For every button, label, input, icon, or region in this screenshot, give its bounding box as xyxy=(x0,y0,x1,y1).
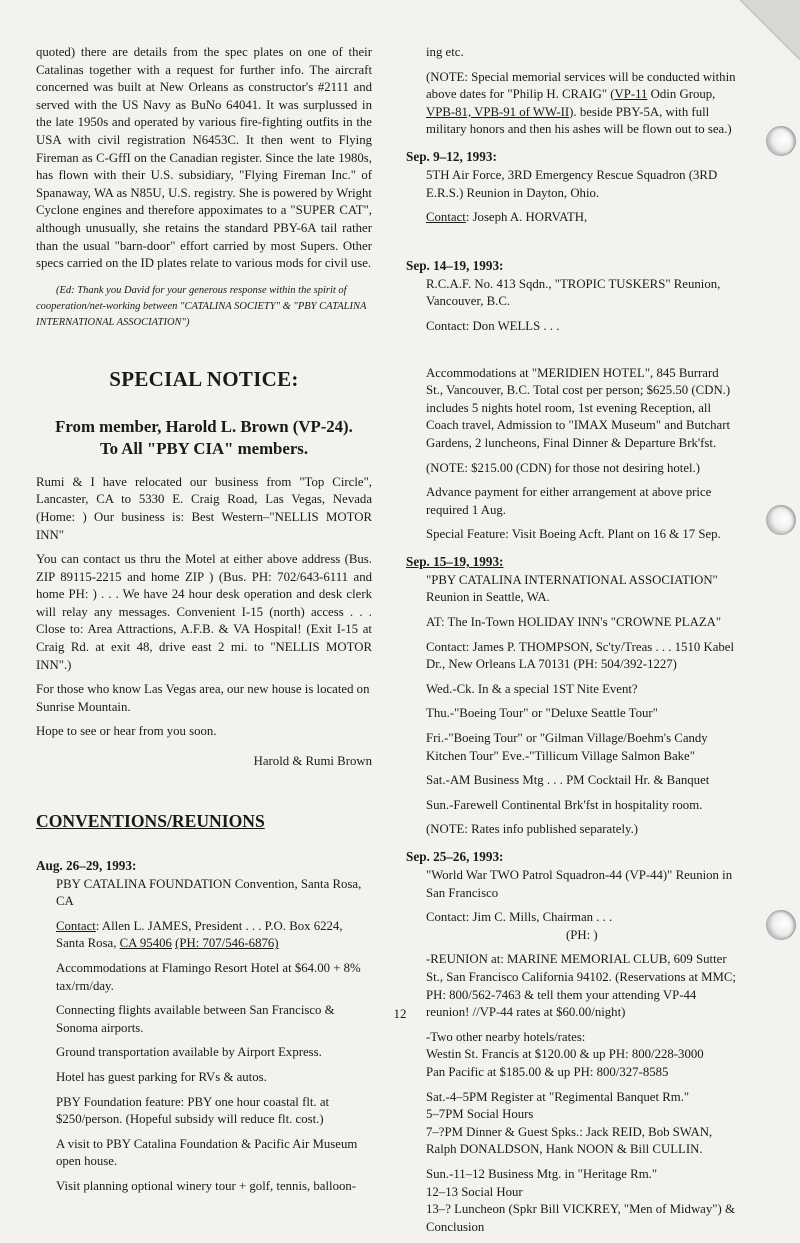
hope-paragraph: Hope to see or hear from you soon. xyxy=(36,724,217,739)
event-line: Sun.-Farewell Continental Brk'fst in hospitality room. xyxy=(426,797,703,812)
spacer xyxy=(426,343,736,365)
contact-label: Contact xyxy=(426,210,466,225)
schedule-line: Sat.-4–5PM Register at "Regimental Banquet Rm." xyxy=(426,1089,690,1104)
event-line: "World War TWO Patrol Squadron-44 (VP-44)" Reunion in San Francisco xyxy=(426,868,733,900)
event-line: Accommodations at "MERIDIEN HOTEL", 845 Burrard St., Vancouver, B.C. Total cost per person; $625.50 (CDN.) includes 5 nights hotel room, 1st evening Reception, all Coach travel, Admission to "IMAX Museum" and Butchart Gardens, 2 luncheons, Final Dinner & Departure Brk'fst. xyxy=(426,365,731,450)
contact-text: : Allen L. JAMES, President . . . P.O. Box 6224, Santa Rosa, xyxy=(56,918,343,951)
section-title: CONVENTIONS/REUNIONS xyxy=(36,810,265,831)
contact-label: Contact xyxy=(56,918,96,933)
event-line: 5TH Air Force, 3RD Emergency Rescue Squadron (3RD E.R.S.) Reunion in Dayton, Ohio. xyxy=(426,167,718,200)
punch-hole xyxy=(766,505,796,535)
event-details xyxy=(406,167,736,227)
contact-paragraph: You can contact us thru the Motel at either above address (Bus. ZIP 89115-2215 and home ZIP ) (Bus. PH: 702/643-6111 and home PH: ) . . . We have 24 hour desk operation and desk clerk will relay any messages. Convenient I-15 (north) access . . . Close to: Area Attractions, A.F.B. & VA Hospital! (Exit I-15 at Craig Rd. at exit 48, drive east 2 mi. to "NELLIS MOTOR INN".) xyxy=(36,552,372,672)
editor-note: (Ed: Thank you David for your generous response within the spirit of cooperation/net-working between "CATALINA SOCIETY" & "PBY CATALINA INTERNATIONAL ASSOCIATION") xyxy=(36,284,367,328)
event-line: Hotel has guest parking for RVs & autos. xyxy=(56,1069,267,1084)
event-line: (NOTE: Rates info published separately.) xyxy=(426,822,639,837)
memorial-underline: of xyxy=(516,104,533,119)
page-fold xyxy=(740,0,800,60)
memorial-underline: VPB-81, VPB-91 xyxy=(426,104,517,119)
notice-subtitle xyxy=(36,416,372,460)
punch-hole xyxy=(766,126,796,156)
hotel-entry: Pan Pacific at $185.00 & up PH: 800/327-8585 xyxy=(426,1064,669,1079)
schedule-line: 5–7PM Social Hours xyxy=(426,1107,534,1122)
memorial-text: ). beside PBY-5A, with full military honors and then his ashes will be flown out to sea.) xyxy=(426,104,732,137)
event-line: (NOTE: $215.00 (CDN) for those not desiring hotel.) xyxy=(426,460,701,475)
left-column xyxy=(36,44,372,1203)
contact-text: : Joseph A. HORVATH, xyxy=(465,210,588,225)
sunday-schedule xyxy=(426,1166,736,1236)
schedule-line: 12–13 Social Hour xyxy=(426,1184,523,1199)
continued-text: ing etc. xyxy=(426,45,464,59)
event-phone: (PH: ) xyxy=(566,927,598,942)
memorial-note xyxy=(426,69,736,139)
event-line: Wed.-Ck. In & a special 1ST Nite Event? xyxy=(426,681,638,696)
event-line: R.C.A.F. No. 413 Sqdn., "TROPIC TUSKERS" Reunion, Vancouver, B.C. xyxy=(426,276,721,309)
event-line: "PBY CATALINA INTERNATIONAL ASSOCIATION" Reunion in Seattle, WA. xyxy=(426,572,718,605)
contact-state: CA 95406 xyxy=(119,936,172,951)
event-line: Fri.-"Boeing Tour" or "Gilman Village/Boehm's Candy Kitchen Tour" Eve.-"Tillicum Village Salmon Bake" xyxy=(426,731,708,763)
saturday-schedule xyxy=(426,1089,736,1159)
event-contact xyxy=(56,918,372,953)
spacer xyxy=(406,234,736,248)
event-contact: Contact: Don WELLS . . . xyxy=(426,318,560,333)
event-line: -REUNION at: MARINE MEMORIAL CLUB, 609 Sutter St., San Francisco California 94102. (Reservations at MMC; PH: 800/562-7463 & tell them your attending VP-44 reunion! //VP-44 rates at $60.00/night) xyxy=(426,952,736,1020)
event-contact xyxy=(426,209,736,227)
event-line: PBY Foundation feature: PBY one hour coastal flt. at $250/person. (Hopeful subsidy will reduce flt. cost.) xyxy=(56,1094,330,1127)
visitors-paragraph: For those who know Las Vegas area, our new house is located on Sunrise Mountain. xyxy=(36,682,370,714)
memorial-underline: WW-II xyxy=(532,104,570,119)
event-contact: Contact: Jim C. Mills, Chairman . . . xyxy=(426,910,613,925)
event-line: PBY CATALINA FOUNDATION Convention, Santa Rosa, CA xyxy=(56,876,362,909)
event-details xyxy=(406,276,736,544)
intro-paragraph: quoted) there are details from the spec plates on one of their Catalinas together with a request for further info. The aircraft concerned was built at New Orleans as constructor's #2111 and served with the US Navy as BuNo 64041. It was surplussed in the late 1950s and operated by various fire-fighting outfits in the USA with civil registration N6453C. It then went to Flying Fireman as C-GffI on the Canadian register. Since the late 1980s, has flown with their U.S. subsidiary, "Flying Fireman Inc." of Spanaway, WA as N85U, U.S. registry. She is powered by Wright Cyclone engines and therefore appoximates to a "SUPER CAT", although unusually, she retains the standard PBY-6A tail rather than the usual "barn-door" effort carried by most Supers. Other specs carried on the ID plates relate to various mods for civil use. xyxy=(36,45,372,271)
event-date: Sep. 14–19, 1993: xyxy=(406,257,504,273)
event-details xyxy=(406,572,736,839)
special-notice-title: SPECIAL NOTICE: xyxy=(109,366,299,391)
punch-hole xyxy=(766,910,796,940)
event-line: Thu.-"Boeing Tour" or "Deluxe Seattle Tour" xyxy=(426,706,658,721)
event-date: Sep. 9–12, 1993: xyxy=(406,148,497,164)
schedule-line: Sun.-11–12 Business Mtg. in "Heritage Rm." xyxy=(426,1166,658,1181)
event-line: A visit to PBY Catalina Foundation & Pacific Air Museum open house. xyxy=(56,1136,358,1169)
event-date: Aug. 26–29, 1993: xyxy=(36,857,137,873)
event-line: Accommodations at Flamingo Resort Hotel at $64.00 + 8% tax/rm/day. xyxy=(56,961,361,993)
memorial-text: Odin Group, xyxy=(647,87,716,102)
schedule-line: 7–?PM Dinner & Guest Spks.: Jack REID, Bob SWAN, Ralph DONALDSON, Hank NOON & Bill CULLIN. xyxy=(426,1124,713,1157)
event-details xyxy=(406,44,736,139)
notice-subtitle-line1: From member, Harold L. Brown (VP-24). xyxy=(55,416,353,436)
hotel-entry: Westin St. Francis at $120.00 & up PH: 800/228-3000 xyxy=(426,1047,704,1062)
memorial-text: (NOTE: Special memorial services will be conducted within above dates for "Philip H. CRAIG" ( xyxy=(426,69,736,102)
schedule-line: 13–? Luncheon (Spkr Bill VICKREY, "Men of Midway") & Conclusion xyxy=(426,1202,735,1234)
event-date: Sep. 25–26, 1993: xyxy=(406,849,504,864)
event-line: AT: The In-Town HOLIDAY INN's "CROWNE PLAZA" xyxy=(426,615,722,630)
right-column xyxy=(406,44,736,1243)
event-line: Sat.-AM Business Mtg . . . PM Cocktail Hr. & Banquet xyxy=(426,773,710,788)
event-details xyxy=(36,876,372,1196)
hotels-title: -Two other nearby hotels/rates: xyxy=(426,1029,586,1044)
notice-subtitle-line2: To All "PBY CIA" members. xyxy=(99,438,309,458)
memorial-underline: VP-11 xyxy=(614,87,648,102)
contact-phone: (PH: 707/546-6876) xyxy=(175,936,279,951)
event-line: Visit planning optional winery tour + golf, tennis, balloon- xyxy=(56,1178,357,1193)
event-details xyxy=(406,867,736,1236)
page-number: 12 xyxy=(393,1006,407,1021)
event-line: Contact: James P. THOMPSON, Sc'ty/Treas . . . 1510 Kabel Dr., New Orleans LA 70131 (PH: 504/392-1227) xyxy=(426,639,735,672)
event-line: Special Feature: Visit Boeing Acft. Plant on 16 & 17 Sep. xyxy=(426,527,721,542)
event-date: Sep. 15–19, 1993: xyxy=(406,553,504,569)
signature: Harold & Rumi Brown xyxy=(253,754,372,769)
event-line: Ground transportation available by Airport Express. xyxy=(56,1045,322,1060)
event-line: Connecting flights available between San Francisco & Sonoma airports. xyxy=(56,1003,335,1035)
relocation-paragraph: Rumi & I have relocated our business from "Top Circle", Lancaster, CA to 5330 E. Craig Road, Las Vegas, Nevada (Home: ) Our business is: Best Western–"NELLIS MOTOR INN" xyxy=(36,474,372,542)
event-line: Advance payment for either arrangement at above price required 1 Aug. xyxy=(426,485,712,517)
